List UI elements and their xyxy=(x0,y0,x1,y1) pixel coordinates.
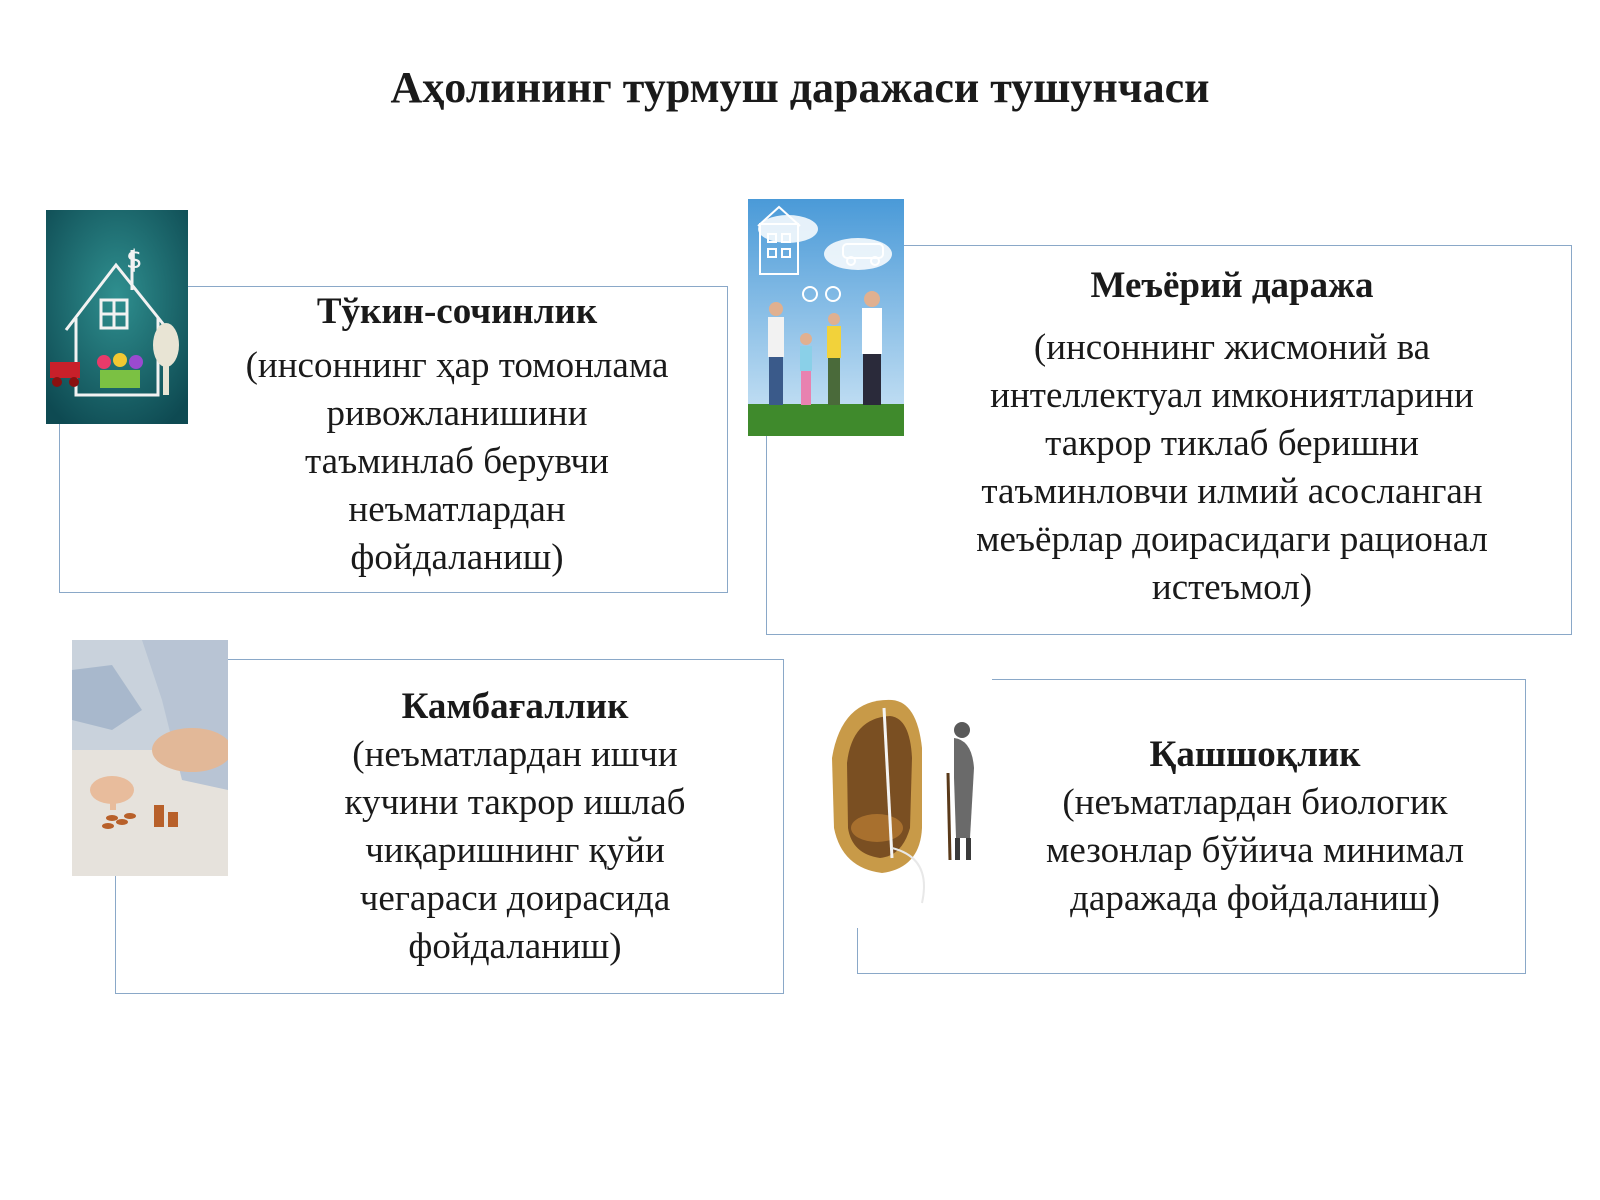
card-poverty-text xyxy=(285,683,745,971)
card-description: (инсоннинг жисмоний ва интеллектуал имкониятларини такрор тиклаб беришни таъминловчи илмий асосланган меъёрлар доирасидаги рационал истеъмол) xyxy=(976,327,1488,608)
card-description: (неъматлардан биологик мезонлар бўйича минимал даражада фойдаланиш) xyxy=(1045,782,1465,919)
family-with-house-car-icon xyxy=(748,199,904,436)
card-heading: Меъёрий даража xyxy=(1090,265,1374,306)
empty-wallet-old-person-icon xyxy=(822,678,992,928)
house-with-dollar-sign-icon xyxy=(46,210,188,424)
card-abundance-text xyxy=(198,288,716,582)
card-heading: Тўкин-сочинлик xyxy=(316,291,598,332)
card-destitution-text xyxy=(1000,731,1510,923)
card-description: (неъматлардан ишчи кучини такрор ишлаб чиқаришнинг қуйи чегараси доирасида фойдаланиш) xyxy=(344,734,686,967)
page-title: Аҳолининг турмуш даражаси тушунчаси xyxy=(390,63,1210,112)
card-heading: Қашшоқлик xyxy=(1149,734,1361,775)
card-description: (инсоннинг ҳар томонлама ривожланишини таъминлаб берувчи неъматлардан фойдаланиш) xyxy=(245,345,669,578)
svg-text:$: $ xyxy=(126,245,143,275)
counting-coins-icon xyxy=(72,640,228,876)
card-normative-level-text xyxy=(912,262,1552,612)
card-heading: Камбағаллик xyxy=(401,686,629,727)
